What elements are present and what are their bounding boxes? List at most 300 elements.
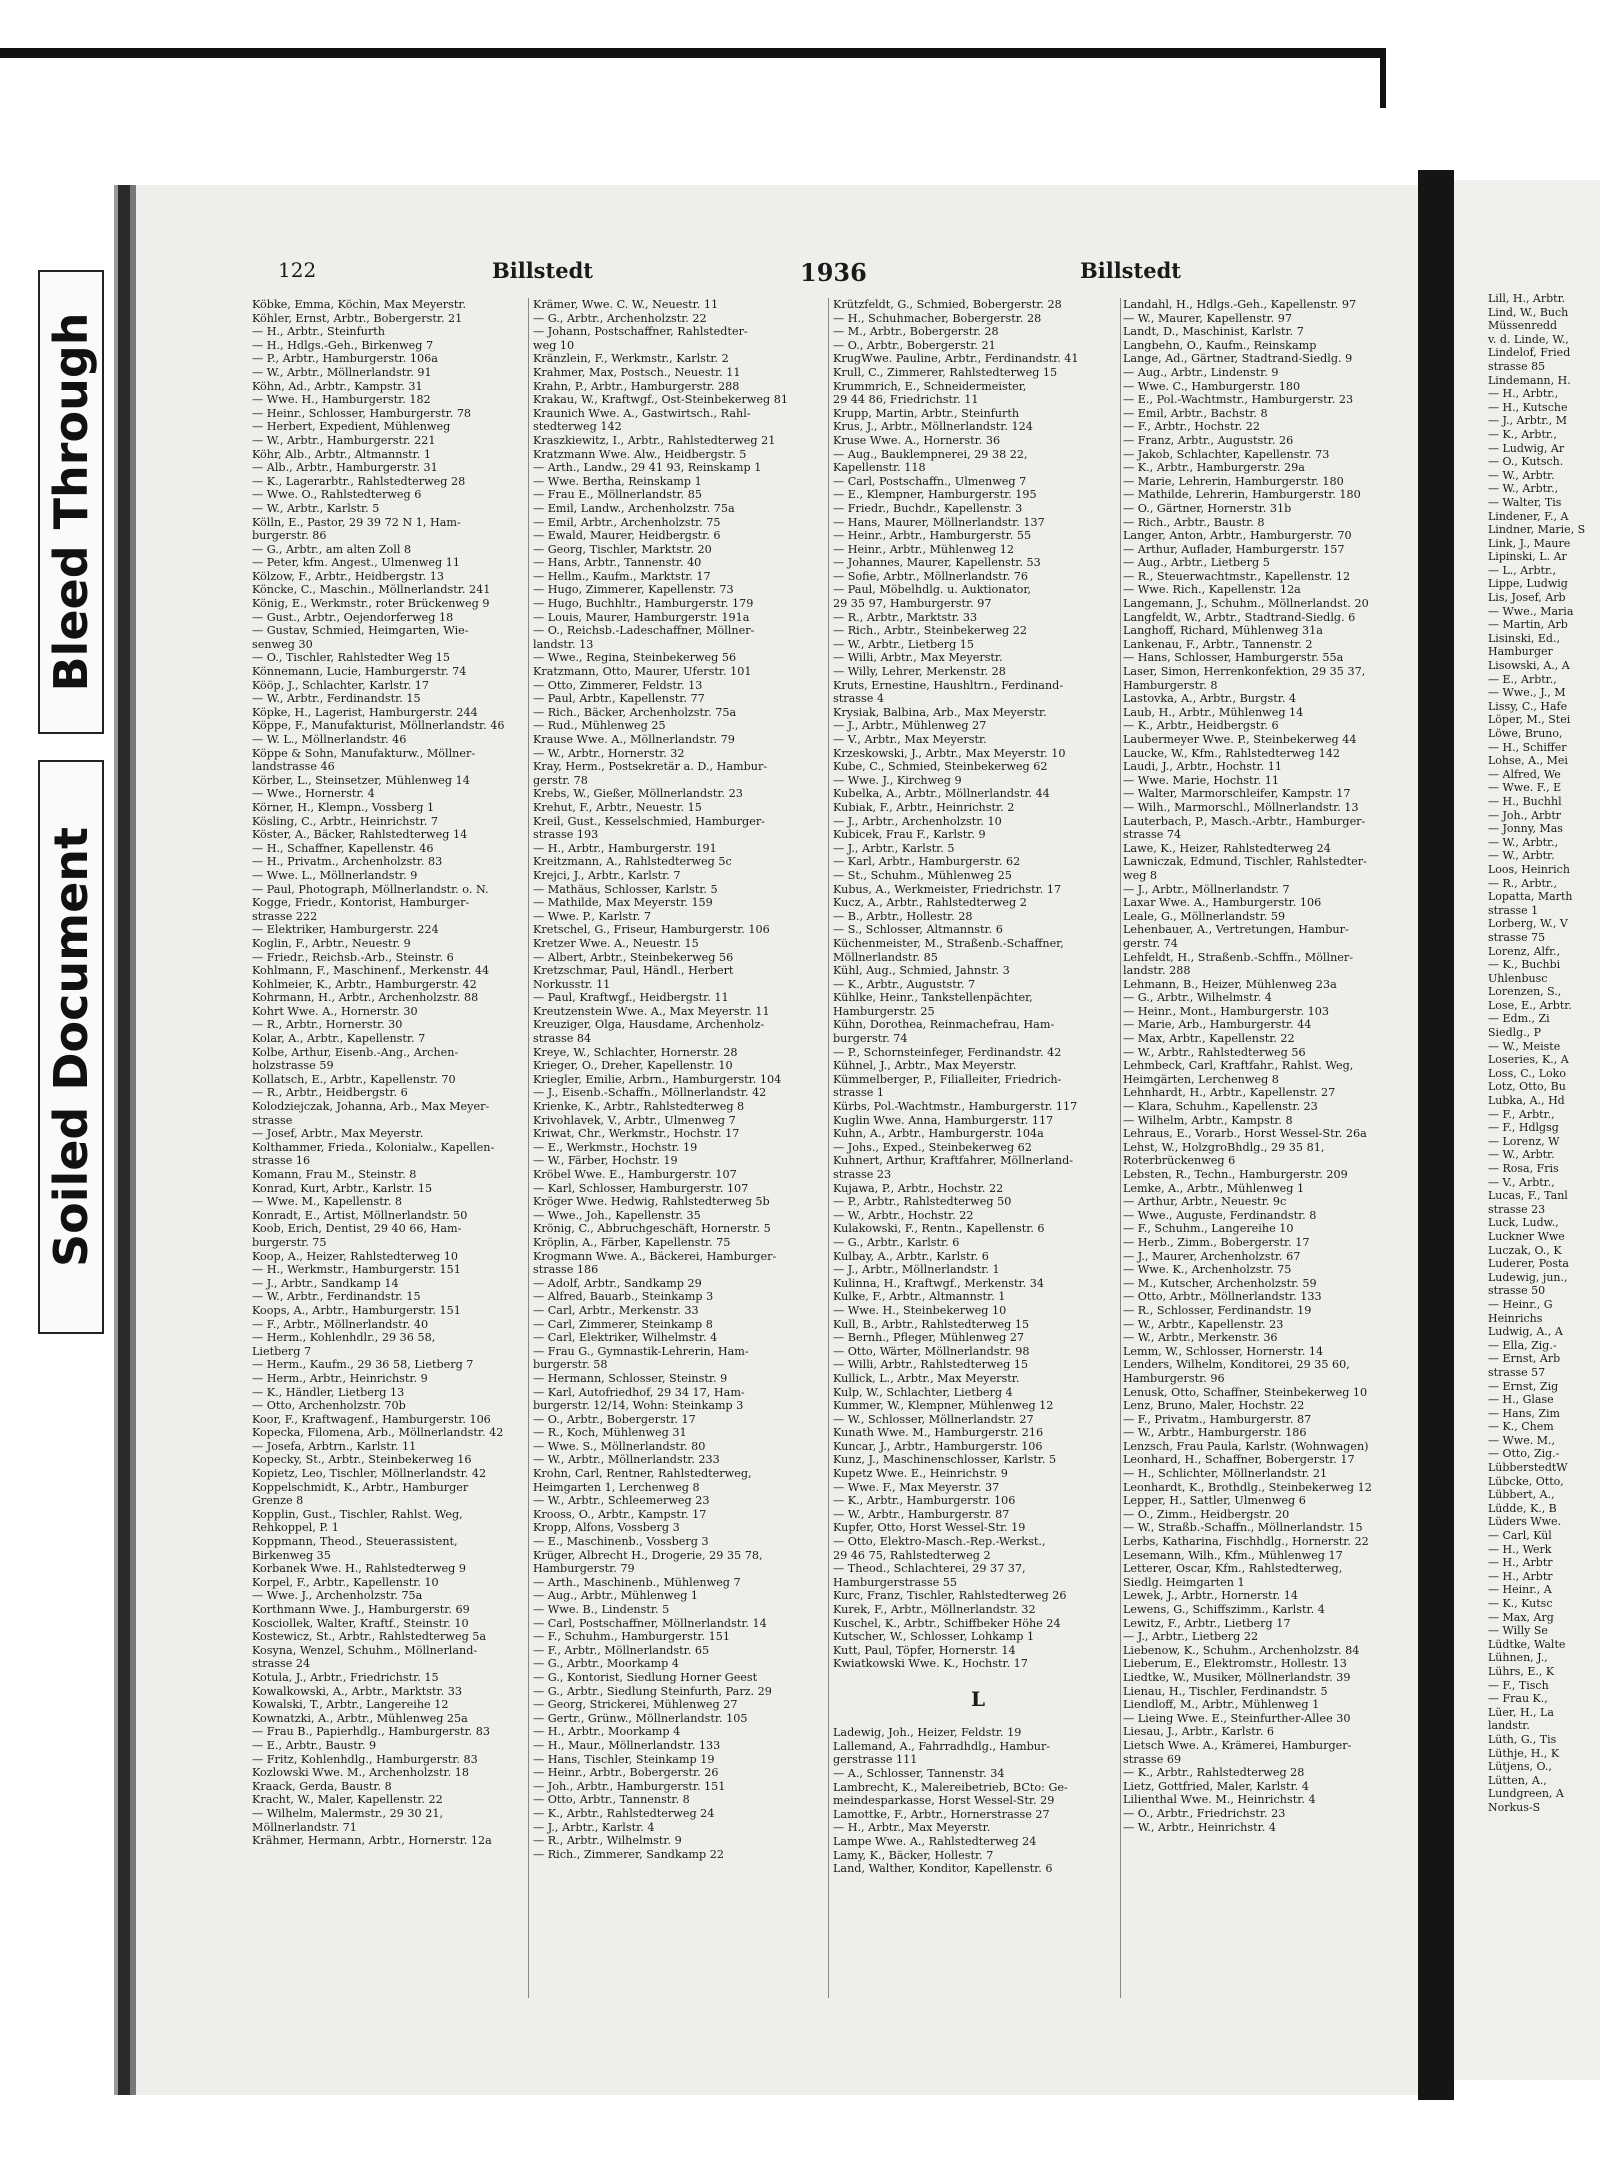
directory-entry: Kurc, Franz, Tischler, Rahlstedterweg 26: [833, 1589, 1067, 1603]
directory-entry: — Wwe. J., Archenholzstr. 75a: [252, 1589, 423, 1603]
directory-entry: Kölln, E., Pastor, 29 39 72 N 1, Ham-: [252, 515, 461, 529]
directory-entry: — Paul, Arbtr., Kapellenstr. 77: [533, 692, 705, 706]
directory-entry: — Wwe., Auguste, Ferdinandstr. 8: [1123, 1208, 1317, 1222]
directory-entry: strasse 57: [1488, 1365, 1546, 1379]
directory-entry: strasse 1: [833, 1086, 885, 1100]
directory-entry: — Hugo, Buchhltr., Hamburgerstr. 179: [533, 597, 754, 611]
directory-entry: — Hans, Arbtr., Tannenstr. 40: [533, 556, 702, 570]
directory-entry: Kopplin, Gust., Tischler, Rahlst. Weg,: [252, 1507, 463, 1521]
directory-entry: Kulke, F., Arbtr., Altmannstr. 1: [833, 1290, 1006, 1304]
directory-entry: Kühl, Aug., Schmied, Jahnstr. 3: [833, 964, 1010, 978]
directory-entry: Lorberg, W., V: [1488, 917, 1568, 931]
directory-entry: — Peter, kfm. Angest., Ulmenweg 11: [252, 556, 460, 570]
directory-entry: burgerstr. 58: [533, 1358, 608, 1372]
directory-entry: Lüer, H., La: [1488, 1705, 1554, 1719]
directory-entry: Liesau, J., Arbtr., Karlstr. 6: [1123, 1725, 1275, 1739]
directory-entry: [833, 1671, 1123, 1685]
directory-entry: — Carl, Arbtr., Merkenstr. 33: [533, 1303, 699, 1317]
directory-entry: — Alb., Arbtr., Hamburgerstr. 31: [252, 461, 438, 475]
directory-entry: Lüders Wwe.: [1488, 1515, 1562, 1529]
directory-entry: — Rosa, Fris: [1488, 1162, 1559, 1175]
directory-entry: Kretzer Wwe. A., Neuestr. 15: [533, 936, 699, 950]
directory-entry: Lisinski, Ed.,: [1488, 631, 1560, 645]
directory-entry: Lewek, J., Arbtr., Hornerstr. 14: [1123, 1589, 1299, 1603]
directory-entry: Liebenow, K., Schuhm., Archenholzstr. 84: [1123, 1643, 1360, 1657]
directory-entry: — Heinr., G: [1488, 1297, 1553, 1311]
directory-entry: 29 35 97, Hamburgerstr. 97: [833, 597, 992, 611]
directory-entry: strasse 23: [1488, 1202, 1546, 1216]
directory-entry: Kollatsch, E., Arbtr., Kapellenstr. 70: [252, 1072, 456, 1086]
directory-entry: Luderer, Posta: [1488, 1257, 1569, 1271]
directory-entry: — Wwe., J., M: [1488, 686, 1566, 700]
directory-entry: — R., Arbtr.,: [1488, 876, 1557, 890]
directory-entry: — J., Arbtr., M: [1488, 414, 1568, 428]
directory-entry: Lübcke, Otto,: [1488, 1474, 1564, 1488]
directory-entry: Lehst, W., HolzgroBhdlg., 29 35 81,: [1123, 1140, 1325, 1154]
directory-entry: — Willy, Lehrer, Merkenstr. 28: [833, 665, 1006, 679]
directory-entry: — Arth., Maschinenb., Mühlenweg 7: [533, 1575, 741, 1589]
directory-entry: — Paul, Photograph, Möllnerlandstr. o. N.: [252, 882, 489, 896]
directory-entry: — H., Werkmstr., Hamburgerstr. 151: [252, 1263, 461, 1277]
directory-entry: — W., Arbtr., Hamburgerstr. 87: [833, 1507, 1010, 1521]
directory-entry: Lehraus, E., Vorarb., Horst Wessel-Str. 26a: [1123, 1127, 1367, 1141]
directory-entry: Kujawa, P., Arbtr., Hochstr. 22: [833, 1181, 1004, 1195]
directory-entry: — V., Arbtr., Max Meyerstr.: [833, 733, 987, 746]
directory-entry: Krohn, Carl, Rentner, Rahlstedterweg,: [533, 1467, 752, 1481]
directory-entry: Kröplin, A., Färber, Kapellenstr. 75: [533, 1235, 731, 1249]
directory-entry: KrugWwe. Pauline, Arbtr., Ferdinandstr. 41: [833, 352, 1079, 366]
directory-entry: Kray, Herm., Postsekretär a. D., Hambur-: [533, 760, 768, 774]
directory-entry: Kreil, Gust., Kesselschmied, Hamburger-: [533, 814, 765, 828]
directory-entry: gerstr. 78: [533, 773, 588, 787]
directory-entry: Hamburgerstr. 79: [533, 1562, 635, 1576]
directory-entry: Kühnel, J., Arbtr., Max Meyerstr.: [833, 1059, 1017, 1073]
directory-entry: — Wwe., Regina, Steinbekerweg 56: [533, 651, 737, 665]
directory-entry: — Ewald, Maurer, Heidbergstr. 6: [533, 529, 721, 543]
directory-entry: Köster, A., Bäcker, Rahlstedterweg 14: [252, 828, 468, 842]
directory-entry: — Heinr., Arbtr., Bobergerstr. 26: [533, 1766, 719, 1780]
directory-column-4: [1123, 298, 1413, 2008]
directory-entry: [833, 1713, 1123, 1727]
directory-entry: Kostewicz, St., Arbtr., Rahlstedterweg 5a: [252, 1630, 487, 1644]
directory-entry: Krull, C., Zimmerer, Rahlstedterweg 15: [833, 365, 1058, 379]
directory-entry: — O., Arbtr., Friedrichstr. 23: [1123, 1806, 1286, 1820]
directory-entry: — P., Arbtr., Rahlstedterweg 50: [833, 1195, 1012, 1209]
condition-labels: [38, 270, 108, 1330]
directory-entry: — Wwe. H., Hamburgerstr. 182: [252, 393, 431, 407]
directory-entry: — Willi, Arbtr., Max Meyerstr.: [833, 651, 1003, 665]
directory-entry: Kühn, Dorothea, Reinmachefrau, Ham-: [833, 1018, 1055, 1032]
directory-entry: Kriwat, Chr., Werkmstr., Hochstr. 17: [533, 1127, 740, 1141]
directory-entry: strasse 24: [252, 1657, 311, 1671]
directory-entry: Lebsten, R., Techn., Hamburgerstr. 209: [1123, 1168, 1348, 1181]
book-gutter: [1418, 170, 1454, 2100]
directory-entry: Lorenzen, S.,: [1488, 985, 1562, 999]
directory-entry: — H., Schlichter, Möllnerlandstr. 21: [1123, 1467, 1328, 1481]
directory-entry: Kratzmann, Otto, Maurer, Uferstr. 101: [533, 665, 752, 679]
directory-entry: Land, Walther, Konditor, Kapellenstr. 6: [833, 1862, 1053, 1876]
directory-entry: v. d. Linde, W.,: [1488, 332, 1569, 346]
page-heading-left: Billstedt: [492, 258, 593, 283]
directory-entry: — Johannes, Maurer, Kapellenstr. 53: [833, 556, 1041, 570]
directory-entry: Lamy, K., Bäcker, Hollestr. 7: [833, 1848, 994, 1862]
directory-entry: Kupfer, Otto, Horst Wessel-Str. 19: [833, 1521, 1026, 1535]
directory-entry: Koppmann, Theod., Steuerassistent,: [252, 1535, 458, 1549]
directory-entry: Siedlg. Heimgarten 1: [1123, 1575, 1245, 1589]
directory-entry: Köpke, H., Lagerist, Hamburgerstr. 244: [252, 705, 478, 719]
directory-entry: — Wwe. M.,: [1488, 1433, 1555, 1447]
directory-entry: — Wwe. Bertha, Reinskamp 1: [533, 474, 702, 488]
directory-entry: — W., Arbtr., Karlstr. 5: [252, 501, 380, 515]
directory-entry: — Friedr., Buchdr., Kapellenstr. 3: [833, 501, 1023, 515]
directory-entry: — Wwe. O., Rahlstedterweg 6: [252, 488, 422, 502]
directory-entry: — Frau G., Gymnastik-Lehrerin, Ham-: [533, 1344, 749, 1358]
directory-entry: — Joh., Arbtr., Hamburgerstr. 151: [533, 1779, 726, 1793]
directory-entry: Kutt, Paul, Töpfer, Hornerstr. 14: [833, 1643, 1016, 1657]
directory-entry: — Heinr., Schlosser, Hamburgerstr. 78: [252, 406, 472, 420]
directory-entry: Langfeldt, W., Arbtr., Stadtrand-Siedlg. 6: [1123, 610, 1356, 624]
directory-entry: — Willi, Arbtr., Rahlstedterweg 15: [833, 1358, 1029, 1372]
directory-entry: — F., Privatm., Hamburgerstr. 87: [1123, 1412, 1312, 1426]
directory-entry: — Wwe. F., Max Meyerstr. 37: [833, 1480, 1000, 1494]
directory-entry: Lucas, F., Tanl: [1488, 1189, 1568, 1203]
directory-entry: Laucke, W., Kfm., Rahlstedterweg 142: [1123, 746, 1340, 760]
directory-entry: Körner, H., Klempn., Vossberg 1: [252, 800, 435, 814]
page-year: 1936: [800, 258, 867, 287]
directory-entry: strasse 50: [1488, 1284, 1546, 1298]
directory-entry: Kölzow, F., Arbtr., Heidbergstr. 13: [252, 569, 445, 583]
directory-entry: — Emil, Arbtr., Bachstr. 8: [1123, 406, 1268, 420]
directory-entry: Langemann, J., Schuhm., Möllnerlandst. 20: [1123, 597, 1369, 611]
directory-entry: — Wilhelm, Malermstr., 29 30 21,: [252, 1806, 444, 1820]
directory-entry: — K., Chem: [1488, 1420, 1554, 1434]
soiled-document-label: [38, 760, 104, 1334]
directory-entry: strasse 4: [833, 692, 885, 706]
directory-entry: Langbehn, O., Kaufm., Reinskamp: [1123, 338, 1317, 352]
directory-entry: Lallemand, A., Fahrradhdlg., Hambur-: [833, 1739, 1051, 1753]
directory-entry: Roterbrückenweg 6: [1123, 1154, 1236, 1168]
directory-entry: Liedtke, W., Musiker, Möllnerlandstr. 39: [1123, 1670, 1351, 1684]
directory-entry: — W., Arbtr.: [1488, 1148, 1555, 1162]
directory-entry: — Elektriker, Hamburgerstr. 224: [252, 923, 439, 937]
directory-entry: — Emil, Landw., Archenholzstr. 75a: [533, 501, 735, 515]
directory-entry: — St., Schuhm., Mühlenweg 25: [833, 868, 1012, 882]
directory-entry: — O., Reichsb.-Ladeschaffner, Möllner-: [533, 624, 755, 638]
directory-entry: Kuschel, K., Arbtr., Schiffbeker Höhe 24: [833, 1616, 1061, 1630]
directory-entry: Lamottke, F., Arbtr., Hornerstrasse 27: [833, 1807, 1050, 1821]
directory-entry: — H., Schuhmacher, Bobergerstr. 28: [833, 311, 1042, 325]
directory-entry: Kööp, J., Schlachter, Karlstr. 17: [252, 678, 429, 692]
directory-entry: — Arthur, Arbtr., Neuestr. 9c: [1123, 1195, 1287, 1209]
directory-entry: strasse 222: [252, 909, 318, 923]
directory-entry: — Mathäus, Schlosser, Karlstr. 5: [533, 882, 718, 896]
directory-entry: Kopecky, St., Arbtr., Steinbekerweg 16: [252, 1453, 472, 1467]
directory-entry: Krzeskowski, J., Arbtr., Max Meyerstr. 10: [833, 746, 1066, 760]
directory-entry: Lührs, E., K: [1488, 1664, 1555, 1678]
directory-entry: Lawniczak, Edmund, Tischler, Rahlstedter-: [1123, 855, 1367, 869]
directory-entry: Lambrecht, K., Malereibetrieb, BCto: Ge-: [833, 1780, 1068, 1794]
directory-entry: Krivohlavek, V., Arbtr., Ulmenweg 7: [533, 1113, 736, 1127]
directory-entry: Kuhnert, Arthur, Kraftfahrer, Möllnerland-: [833, 1154, 1074, 1168]
directory-entry: — E., Maschinenb., Vossberg 3: [533, 1535, 709, 1549]
directory-entry: burgerstr. 74: [833, 1032, 908, 1046]
directory-entry: Krähmer, Hermann, Arbtr., Hornerstr. 12a: [252, 1834, 492, 1848]
directory-entry: Koop, A., Heizer, Rahlstedterweg 10: [252, 1249, 459, 1263]
directory-entry: — W., Arbtr., Rahlstedterweg 56: [1123, 1045, 1306, 1059]
directory-entry: Lenders, Wilhelm, Konditorei, 29 35 60,: [1123, 1358, 1350, 1372]
directory-entry: — O., Tischler, Rahlstedter Weg 15: [252, 651, 450, 665]
directory-entry: — F., Arbtr., Hochstr. 22: [1123, 420, 1260, 434]
directory-entry: Krus, J., Arbtr., Möllnerlandstr. 124: [833, 420, 1033, 434]
directory-entry: Link, J., Maure: [1488, 536, 1571, 550]
directory-entry: — Bernh., Pfleger, Mühlenweg 27: [833, 1331, 1025, 1345]
directory-entry: — K., Händler, Lietberg 13: [252, 1385, 405, 1399]
directory-entry: Löper, M., Stei: [1488, 713, 1571, 727]
directory-entry: — Georg, Tischler, Marktstr. 20: [533, 542, 712, 556]
directory-entry: 29 44 86, Friedrichstr. 11: [833, 393, 979, 407]
directory-entry: — H., Hdlgs.-Geh., Birkenweg 7: [252, 338, 434, 352]
directory-entry: — Hans, Schlosser, Hamburgerstr. 55a: [1123, 651, 1344, 665]
directory-entry: Kozlowski Wwe. M., Archenholzstr. 18: [252, 1766, 470, 1780]
directory-entry: gerstr. 74: [1123, 936, 1178, 950]
directory-entry: — Edm., Zi: [1488, 1012, 1550, 1026]
directory-entry: — Rich., Zimmerer, Sandkamp 22: [533, 1847, 724, 1861]
directory-entry: — E., Arbtr., Baustr. 9: [252, 1738, 377, 1752]
directory-entry: — O., Arbtr., Bobergerstr. 21: [833, 338, 996, 352]
directory-entry: — Wwe. C., Hamburgerstr. 180: [1123, 379, 1301, 393]
directory-entry: Kutscher, W., Schlosser, Lohkamp 1: [833, 1630, 1035, 1644]
directory-entry: Lis, Josef, Arb: [1488, 591, 1566, 605]
directory-entry: Hamburger: [1488, 645, 1553, 659]
directory-entry: landstr. 288: [1123, 964, 1191, 978]
directory-entry: — K., Lagerarbtr., Rahlstedterweg 28: [252, 474, 466, 488]
directory-entry: Köhn, Ad., Arbtr., Kampstr. 31: [252, 379, 423, 393]
directory-entry: Krönig, C., Abbruchgeschäft, Hornerstr. 5: [533, 1222, 771, 1236]
directory-entry: — B., Arbtr., Hollestr. 28: [833, 909, 973, 923]
directory-entry: Kunath Wwe. M., Hamburgerstr. 216: [833, 1426, 1044, 1440]
directory-entry: weg 10: [533, 338, 575, 352]
directory-entry: Hamburgerstr. 96: [1123, 1371, 1225, 1385]
directory-entry: Krieger, O., Dreher, Kapellenstr. 10: [533, 1059, 733, 1073]
directory-entry: Lampe Wwe. A., Rahlstedterweg 24: [833, 1834, 1037, 1848]
directory-entry: — Heinr., A: [1488, 1583, 1552, 1597]
directory-entry: Köhr, Alb., Arbtr., Altmannstr. 1: [252, 447, 432, 461]
directory-entry: burgerstr. 12/14, Wohn: Steinkamp 3: [533, 1399, 744, 1413]
directory-entry: — Otto, Arbtr., Tannenstr. 8: [533, 1793, 690, 1807]
directory-entry: — K., Arbtr.,: [1488, 427, 1557, 441]
directory-entry: — Mathilde, Lehrerin, Hamburgerstr. 180: [1123, 488, 1361, 502]
directory-entry: — H., Arbtr., Steinfurth: [252, 325, 385, 339]
facing-page-column: [1488, 292, 1600, 2012]
directory-entry: Krahn, P., Arbtr., Hamburgerstr. 288: [533, 379, 740, 393]
directory-entry: Heinrichs: [1488, 1311, 1543, 1325]
directory-entry: — Wwe., Hornerstr. 4: [252, 787, 375, 801]
directory-entry: — Wwe. F., E: [1488, 781, 1562, 795]
directory-entry: Loos, Heinrich: [1488, 862, 1570, 876]
directory-entry: Möllnerlandstr. 85: [833, 950, 938, 964]
directory-entry: Lemm, W., Schlosser, Hornerstr. 14: [1123, 1344, 1324, 1358]
directory-entry: — W., Arbtr., Schleemerweg 23: [533, 1494, 710, 1508]
directory-entry: — W., Arbtr.: [1488, 849, 1555, 863]
directory-entry: Kreuziger, Olga, Hausdame, Archenholz-: [533, 1018, 765, 1032]
directory-entry: Norkus-S: [1488, 1800, 1541, 1814]
directory-entry: Uhlenbusc: [1488, 971, 1548, 985]
directory-entry: — Wwe. L., Möllnerlandstr. 9: [252, 868, 418, 882]
directory-entry: — Otto, Elektro-Masch.-Rep.-Werkst.,: [833, 1535, 1046, 1549]
directory-entry: — Wwe., Maria: [1488, 604, 1574, 618]
directory-entry: Lehenbauer, A., Vertretungen, Hambur-: [1123, 923, 1349, 937]
directory-entry: — Friedr., Reichsb.-Arb., Steinstr. 6: [252, 950, 454, 964]
directory-entry: — Jakob, Schlachter, Kapellenstr. 73: [1123, 447, 1330, 461]
directory-entry: — G., Arbtr., Moorkamp 4: [533, 1657, 679, 1671]
directory-entry: — W., Arbtr., Ferdinandstr. 15: [252, 692, 421, 706]
directory-entry: — F., Tisch: [1488, 1678, 1549, 1692]
directory-entry: — F., Arbtr.,: [1488, 1107, 1555, 1121]
directory-entry: — Hans, Zim: [1488, 1406, 1560, 1420]
directory-entry: — Rud., Mühlenweg 25: [533, 719, 666, 733]
directory-entry: landstr. 13: [533, 637, 594, 651]
directory-entry: — Josefa, Arbtrn., Karlstr. 11: [252, 1439, 417, 1453]
directory-entry: senweg 30: [252, 637, 313, 651]
directory-entry: Lindner, Marie, S: [1488, 523, 1586, 537]
directory-entry: — W., Arbtr., Ferdinandstr. 15: [252, 1290, 421, 1304]
directory-entry: Kohlmann, F., Maschinenf., Merkenstr. 44: [252, 964, 490, 978]
directory-entry: — Rich., Bäcker, Archenholzstr. 75a: [533, 705, 737, 719]
directory-entry: Heimgarten 1, Lerchenweg 8: [533, 1480, 700, 1494]
directory-entry: Lewitz, F., Arbtr., Lietberg 17: [1123, 1616, 1291, 1630]
directory-entry: — J., Arbtr., Archenholzstr. 10: [833, 814, 1002, 828]
directory-entry: — Paul, Kraftwgf., Heidbergstr. 11: [533, 991, 729, 1005]
directory-entry: Kohrt Wwe. A., Hornerstr. 30: [252, 1004, 418, 1018]
directory-entry: — Wwe. S., Möllnerlandstr. 80: [533, 1439, 706, 1453]
directory-entry: Kohrmann, H., Arbtr., Archenholzstr. 88: [252, 991, 479, 1005]
directory-entry: Kreutzenstein Wwe. A., Max Meyerstr. 11: [533, 1004, 770, 1018]
directory-entry: landstrasse 46: [252, 760, 335, 774]
directory-entry: — Wilhelm, Arbtr., Kampstr. 8: [1123, 1113, 1293, 1127]
directory-entry: Lorenz, Alfr.,: [1488, 944, 1561, 958]
directory-entry: — O., Zimm., Heidbergstr. 20: [1123, 1507, 1290, 1521]
directory-entry: — K., Arbtr., Heidbergstr. 6: [1123, 719, 1279, 733]
directory-entry: — H., Arbtr: [1488, 1556, 1553, 1570]
directory-entry: — H., Arbtr: [1488, 1569, 1553, 1583]
directory-entry: — Carl, Postschaffner, Möllnerlandstr. 14: [533, 1616, 767, 1630]
directory-entry: Landt, D., Maschinist, Karlstr. 7: [1123, 325, 1304, 339]
directory-entry: — H., Schiffer: [1488, 740, 1567, 754]
directory-entry: — J., Eisenb.-Schaffn., Möllnerlandstr. 42: [533, 1086, 767, 1100]
directory-entry: — K., Arbtr., Rahlstedterweg 28: [1123, 1766, 1305, 1780]
directory-entry: — V., Arbtr.,: [1488, 1175, 1555, 1189]
directory-entry: Lill, H., Arbtr.: [1488, 292, 1566, 305]
directory-column-2: [533, 298, 801, 2008]
directory-entry: — Paul, Möbelhdlg. u. Auktionator,: [833, 583, 1032, 597]
directory-entry: strasse 193: [533, 828, 599, 842]
directory-entry: Kubelka, A., Arbtr., Möllnerlandstr. 44: [833, 787, 1050, 801]
directory-entry: Kratzmann Wwe. Alw., Heidbergstr. 5: [533, 447, 747, 461]
directory-entry: — Frau B., Papierhdlg., Hamburgerstr. 83: [252, 1725, 490, 1739]
page-number: 122: [278, 258, 317, 282]
column-rule: [528, 298, 529, 1998]
directory-entry: Kulbay, A., Arbtr., Karlstr. 6: [833, 1249, 989, 1263]
directory-entry: Kolthammer, Frieda., Kolonialw., Kapellen-: [252, 1140, 495, 1154]
directory-entry: strasse 16: [252, 1154, 311, 1168]
directory-entry: — K., Arbtr., Rahlstedterweg 24: [533, 1806, 715, 1820]
directory-entry: Lindener, F., A: [1488, 509, 1569, 523]
directory-entry: — K., Arbtr., Auguststr. 7: [833, 977, 976, 991]
directory-entry: — Karl, Schlosser, Hamburgerstr. 107: [533, 1181, 749, 1195]
directory-entry: — F., Schuhm., Hamburgerstr. 151: [533, 1630, 730, 1644]
directory-entry: — W., Arbtr.,: [1488, 482, 1559, 496]
directory-entry: — F., Arbtr., Möllnerlandstr. 40: [252, 1317, 429, 1331]
directory-entry: — J., Maurer, Archenholzstr. 67: [1123, 1249, 1301, 1263]
directory-entry: — F., Hdlgsg: [1488, 1121, 1559, 1135]
directory-entry: Krüger, Albrecht H., Drogerie, 29 35 78,: [533, 1548, 763, 1562]
directory-entry: — H., Buchhl: [1488, 794, 1562, 808]
directory-entry: — Max, Arbtr., Kapellenstr. 22: [1123, 1032, 1295, 1046]
directory-entry: — Joh., Arbtr: [1488, 808, 1562, 822]
directory-entry: Lankenau, F., Arbtr., Tannenstr. 2: [1123, 637, 1313, 651]
directory-entry: — W., Arbtr., Möllnerlandstr. 91: [252, 365, 432, 379]
directory-entry: 29 46 75, Rahlstedterweg 2: [833, 1548, 991, 1562]
directory-entry: — J., Arbtr., Möllnerlandstr. 1: [833, 1263, 1000, 1277]
directory-entry: — Louis, Maurer, Hamburgerstr. 191a: [533, 610, 750, 624]
directory-entry: — Max, Arg: [1488, 1610, 1554, 1624]
directory-entry: — R., Arbtr., Hornerstr. 30: [252, 1018, 403, 1032]
directory-entry: — R., Schlosser, Ferdinandstr. 19: [1123, 1303, 1312, 1317]
directory-entry: — W., Arbtr., Merkenstr. 36: [1123, 1331, 1278, 1345]
directory-entry: — R., Arbtr., Wilhelmstr. 9: [533, 1834, 682, 1848]
directory-entry: Koglin, F., Arbtr., Neuestr. 9: [252, 936, 411, 950]
directory-entry: Lewens, G., Schiffszimm., Karlstr. 4: [1123, 1603, 1325, 1616]
directory-entry: Kowalkowski, A., Arbtr., Marktstr. 33: [252, 1684, 462, 1698]
directory-entry: — R., Steuerwachtmstr., Kapellenstr. 12: [1123, 569, 1351, 583]
directory-entry: Kummer, W., Klempner, Mühlenweg 12: [833, 1399, 1054, 1413]
directory-entry: — Franz, Arbtr., Auguststr. 26: [1123, 433, 1294, 447]
directory-entry: Krienke, K., Arbtr., Rahlstedterweg 8: [533, 1100, 745, 1114]
directory-entry: Kulp, W., Schlachter, Lietberg 4: [833, 1385, 1013, 1399]
directory-entry: Luckner Wwe: [1488, 1229, 1565, 1243]
directory-entry: — Otto, Zig.-: [1488, 1447, 1560, 1461]
directory-entry: — Theod., Schlachterei, 29 37 37,: [833, 1562, 1026, 1576]
directory-entry: Hamburgerstr. 25: [833, 1004, 935, 1018]
directory-entry: — Lorenz, W: [1488, 1134, 1560, 1148]
directory-entry: — S., Schlosser, Altmannstr. 6: [833, 923, 1003, 937]
directory-entry: Kröger Wwe. Hedwig, Rahlstedterweg 5b: [533, 1195, 770, 1209]
directory-entry: Koob, Erich, Dentist, 29 40 66, Ham-: [252, 1222, 462, 1236]
directory-entry: Lerbs, Katharina, Fischhdlg., Hornerstr. 22: [1123, 1535, 1369, 1549]
directory-entry: — Wwe. Marie, Hochstr. 11: [1123, 773, 1280, 787]
directory-entry: Kohlmeier, K., Arbtr., Hamburgerstr. 42: [252, 977, 477, 991]
directory-entry: — Marie, Lehrerin, Hamburgerstr. 180: [1123, 474, 1344, 488]
directory-entry: Lindemann, H.: [1488, 373, 1571, 387]
directory-entry: Kruts, Ernestine, Haushltrn., Ferdinand-: [833, 678, 1064, 692]
directory-entry: Kuglin Wwe. Anna, Hamburgerstr. 117: [833, 1113, 1054, 1127]
directory-entry: — Ludwig, Ar: [1488, 441, 1565, 455]
directory-entry: strasse 74: [1123, 828, 1182, 842]
directory-entry: — P., Schornsteinfeger, Ferdinandstr. 42: [833, 1045, 1062, 1059]
directory-entry: Kühlke, Heinr., Tankstellenpächter,: [833, 991, 1033, 1005]
page-heading-right: Billstedt: [1080, 258, 1181, 283]
directory-entry: Lühnen, J.,: [1488, 1651, 1548, 1665]
directory-entry: Lüdde, K., B: [1488, 1501, 1557, 1515]
directory-entry: Kunz, J., Maschinenschlosser, Karlstr. 5: [833, 1453, 1057, 1467]
directory-entry: — Albert, Arbtr., Steinbekerweg 56: [533, 950, 734, 964]
directory-entry: — Walter, Tis: [1488, 495, 1562, 509]
directory-entry: Kubiak, F., Arbtr., Heinrichstr. 2: [833, 800, 1015, 814]
directory-entry: — Otto, Zimmerer, Feldstr. 13: [533, 678, 703, 692]
directory-entry: Lehfeldt, H., Straßenb.-Schffn., Möllner-: [1123, 950, 1354, 964]
directory-entry: — H., Privatm., Archenholzstr. 83: [252, 855, 443, 869]
directory-entry: Kraunich Wwe. A., Gastwirtsch., Rahl-: [533, 406, 751, 420]
